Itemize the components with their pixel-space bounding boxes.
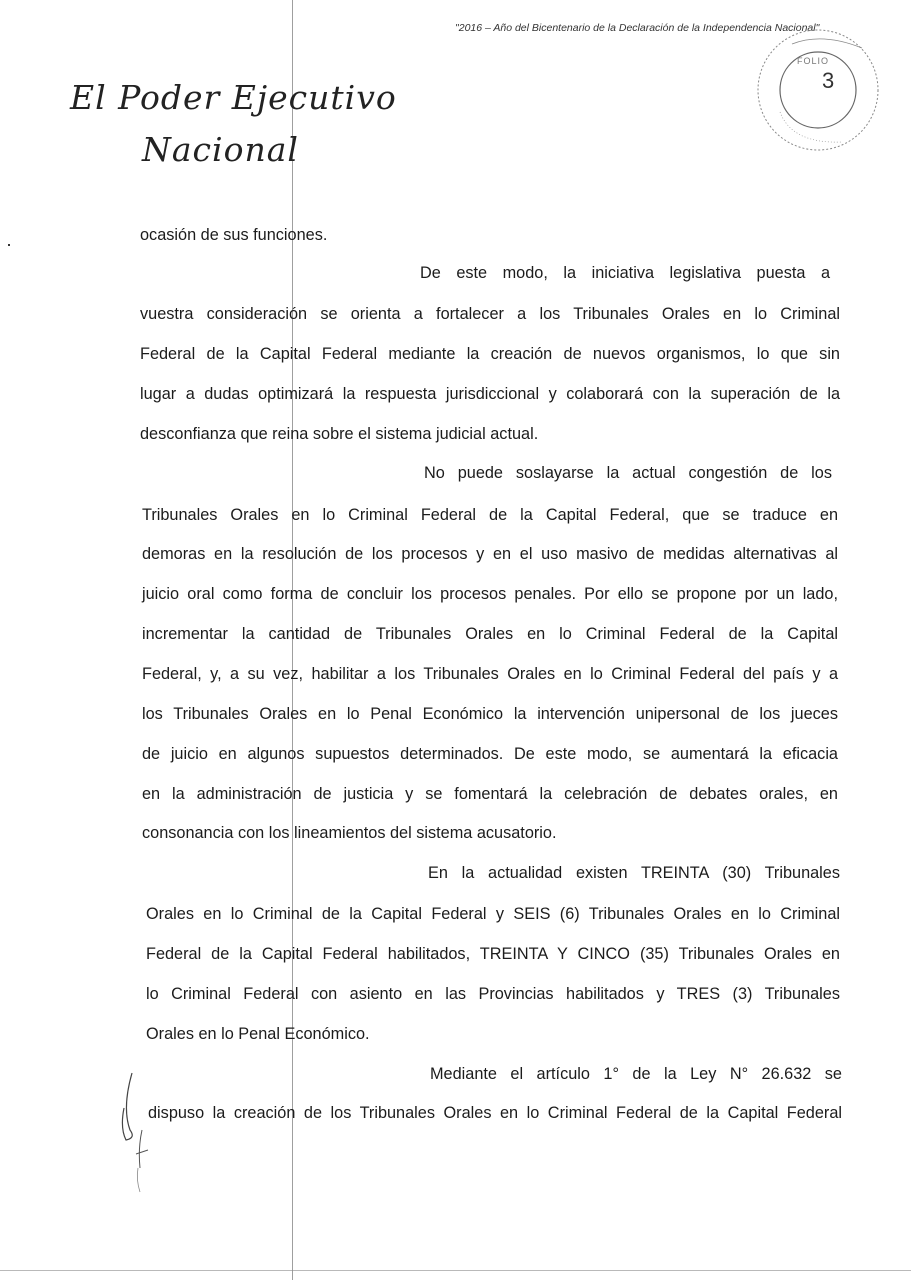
body-line: En la actualidad existen TREINTA (30) Tribunales [428, 864, 840, 882]
body-line: Orales en lo Criminal de la Capital Federal y SEIS (6) Tribunales Orales en lo Criminal [146, 905, 840, 923]
body-line: lugar a dudas optimizará la respuesta jurisdiccional y colaborará con la superación de la [140, 385, 840, 403]
body-line: de juicio en algunos supuestos determinados. De este modo, se aumentará la eficacia [142, 745, 838, 763]
body-line: desconfianza que reina sobre el sistema judicial actual. [140, 425, 539, 443]
scan-bottom-edge [0, 1270, 911, 1271]
body-line: en la administración de justicia y se fomentará la celebración de debates orales, en [142, 785, 838, 803]
stamp-label: FOLIO [797, 56, 830, 66]
body-line: lo Criminal Federal con asiento en las Provincias habilitados y TRES (3) Tribunales [146, 985, 840, 1003]
body-line: juicio oral como forma de concluir los procesos penales. Por ello se propone por un lado, [142, 585, 838, 603]
body-line: dispuso la creación de los Tribunales Orales en lo Criminal Federal de la Capital Federal [148, 1104, 842, 1122]
body-line: consonancia con los lineamientos del sistema acusatorio. [142, 824, 557, 842]
body-line: incrementar la cantidad de Tribunales Orales en lo Criminal Federal de la Capital [142, 625, 838, 643]
folio-stamp [752, 24, 884, 156]
stamp-page-number: 3 [822, 68, 835, 93]
body-line: Mediante el artículo 1° de la Ley N° 26.632 se [430, 1065, 842, 1083]
body-line: Federal de la Capital Federal mediante la creación de nuevos organismos, lo que sin [140, 345, 840, 363]
body-line: Orales en lo Penal Económico. [146, 1025, 370, 1043]
body-line: los Tribunales Orales en lo Penal Económico la intervención unipersonal de los jueces [142, 705, 838, 723]
body-line: demoras en la resolución de los procesos y en el uso masivo de medidas alternativas al [142, 545, 838, 563]
institution-logo [70, 78, 397, 188]
handwritten-margin-mark [112, 1068, 162, 1198]
body-line: Tribunales Orales en lo Criminal Federal de la Capital Federal, que se traduce en [142, 506, 838, 524]
body-line: Federal de la Capital Federal habilitados, TREINTA Y CINCO (35) Tribunales Orales en [146, 945, 840, 963]
stray-mark [8, 244, 10, 246]
logo-line-1: El Poder Ejecutivo [70, 78, 397, 117]
body-line: ocasión de sus funciones. [140, 226, 328, 244]
body-line: De este modo, la iniciativa legislativa puesta a [420, 264, 830, 282]
header-commemorative-note: "2016 – Año del Bicentenario de la Declaración de la Independencia Nacional" [455, 22, 820, 34]
body-line: No puede soslayarse la actual congestión de los [424, 464, 832, 482]
body-line: vuestra consideración se orienta a fortalecer a los Tribunales Orales en lo Criminal [140, 305, 840, 323]
body-line: Federal, y, a su vez, habilitar a los Tribunales Orales en lo Criminal Federal del país y a [142, 665, 838, 683]
logo-line-2: Nacional [142, 130, 299, 169]
